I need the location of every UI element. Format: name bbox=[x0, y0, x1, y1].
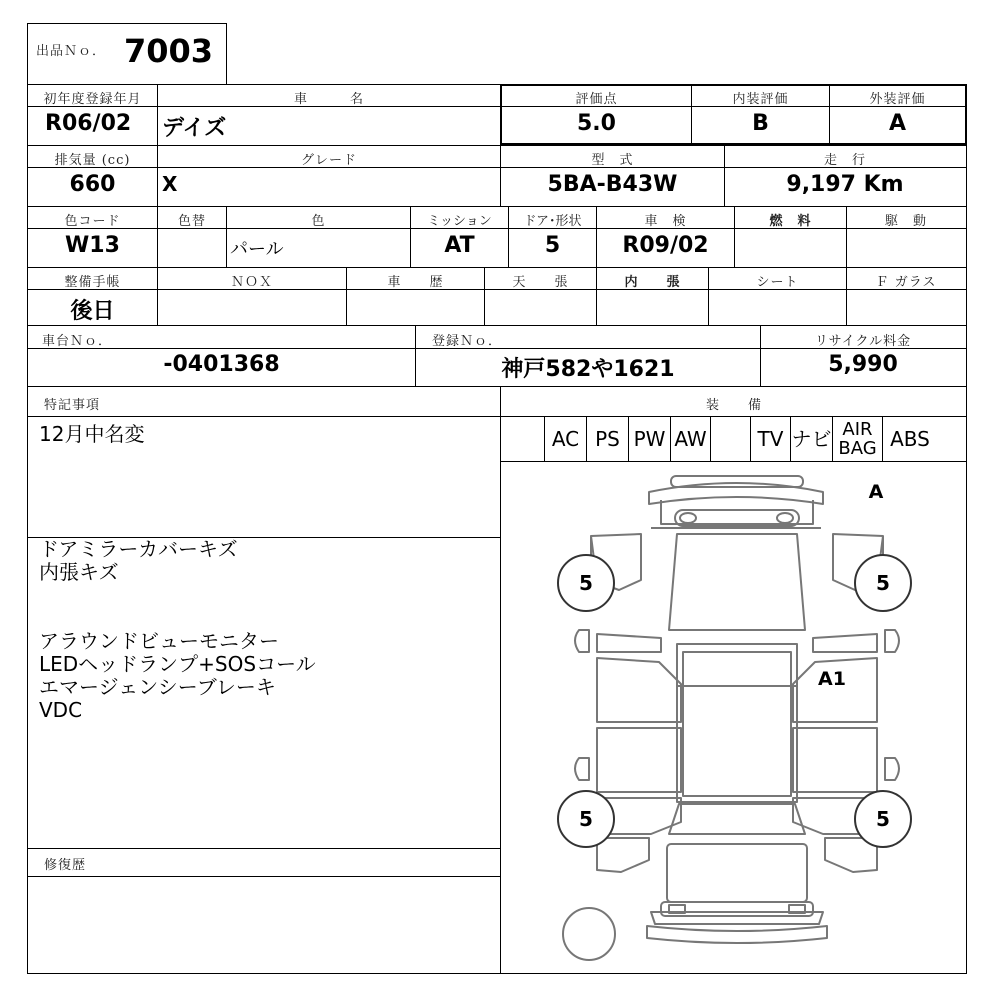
equipment-item: PW bbox=[629, 416, 671, 461]
tire-score-front-right: 5 bbox=[876, 571, 890, 595]
score: 5.0 bbox=[577, 111, 616, 136]
interior-grade: B bbox=[752, 111, 769, 136]
score-label: 評価点 bbox=[575, 92, 618, 107]
equipment-item: AIR BAG bbox=[833, 416, 883, 461]
color: パール bbox=[230, 239, 284, 260]
damage-mark-right-side: A1 bbox=[818, 668, 846, 690]
notes-bottom: ドアミラーカバーキズ 内張キズ アラウンドビューモニター LEDヘッドランプ+SOSコール エマージェンシーブレーキ VDC bbox=[39, 537, 316, 722]
tire-score-front-left: 5 bbox=[579, 571, 593, 595]
recycle-fee: 5,990 bbox=[828, 352, 898, 377]
car-diagram bbox=[501, 462, 966, 973]
color-code-label: 色コード bbox=[64, 214, 121, 229]
mission-label: ミッション bbox=[427, 214, 492, 229]
door-label: ドア･形状 bbox=[523, 214, 582, 229]
service-book: 後日 bbox=[70, 299, 115, 324]
equipment-label: 装 備 bbox=[705, 398, 762, 413]
exterior-grade: A bbox=[888, 111, 907, 136]
damage-mark-front: A bbox=[868, 481, 884, 503]
registration-number: 神戸582や1621 bbox=[501, 357, 675, 382]
grade: X bbox=[162, 172, 178, 196]
equipment-item: ナビ bbox=[791, 416, 833, 461]
vehicle-history-label: 車 歴 bbox=[387, 275, 444, 290]
displacement: 660 bbox=[69, 172, 116, 197]
mission: AT bbox=[444, 233, 475, 258]
service-book-label: 整備手帳 bbox=[64, 275, 121, 290]
repair-history-label: 修復歴 bbox=[44, 858, 87, 873]
seat-label: シート bbox=[756, 275, 799, 290]
interior-trim-label: 内 張 bbox=[624, 275, 681, 290]
equipment-item bbox=[501, 416, 545, 461]
model-label: 型 式 bbox=[591, 153, 634, 168]
equipment-item bbox=[711, 416, 751, 461]
car-name-label: 車 名 bbox=[293, 92, 364, 107]
equipment-item: AC bbox=[545, 416, 587, 461]
color-label: 色 bbox=[311, 214, 326, 229]
model-code: 5BA-B43W bbox=[547, 172, 678, 197]
equipment-item: ABS bbox=[890, 426, 930, 451]
equipment-item: TV bbox=[751, 416, 791, 461]
mileage-label: 走 行 bbox=[823, 153, 866, 168]
interior-grade-label: 内装評価 bbox=[732, 92, 789, 107]
chassis-number: -0401368 bbox=[163, 352, 280, 377]
car-name: デイズ bbox=[162, 116, 227, 141]
tire-score-rear-right: 5 bbox=[876, 807, 890, 831]
recycle-fee-label: リサイクル料金 bbox=[814, 334, 912, 349]
inspection-label: 車 検 bbox=[644, 214, 687, 229]
sunroof-label: 天 張 bbox=[512, 275, 569, 290]
door-shape: 5 bbox=[544, 233, 561, 258]
tire-score-rear-left: 5 bbox=[579, 807, 593, 831]
first-registration: R06/02 bbox=[45, 111, 132, 136]
color-change-label: 色替 bbox=[177, 214, 206, 229]
first-registration-label: 初年度登録年月 bbox=[43, 92, 142, 107]
equipment-row bbox=[501, 416, 967, 462]
notes-label: 特記事項 bbox=[44, 398, 101, 413]
lot-number: 7003 bbox=[124, 32, 214, 70]
mileage: 9,197 Km bbox=[786, 172, 904, 197]
notes-top: 12月中名変 bbox=[39, 422, 145, 446]
equipment-item: PS bbox=[587, 416, 629, 461]
lot-number-box bbox=[27, 23, 227, 85]
lot-number-label: 出品Ｎｏ． bbox=[36, 44, 107, 59]
drive-label: 駆 動 bbox=[884, 214, 927, 229]
registration-number-label: 登録Ｎｏ． bbox=[432, 334, 503, 349]
exterior-grade-label: 外装評価 bbox=[869, 92, 926, 107]
nox-label: ＮＯＸ bbox=[230, 275, 273, 290]
front-glass-label: Ｆ ガラス bbox=[875, 275, 937, 290]
equipment-item: AW bbox=[671, 416, 711, 461]
color-code: W13 bbox=[65, 233, 120, 258]
inspection: R09/02 bbox=[622, 233, 709, 258]
chassis-number-label: 車台Ｎｏ． bbox=[42, 334, 113, 349]
fuel-label: 燃 料 bbox=[769, 214, 812, 229]
grade-label: グレード bbox=[300, 153, 357, 168]
displacement-label: 排気量 (cc) bbox=[54, 153, 131, 168]
